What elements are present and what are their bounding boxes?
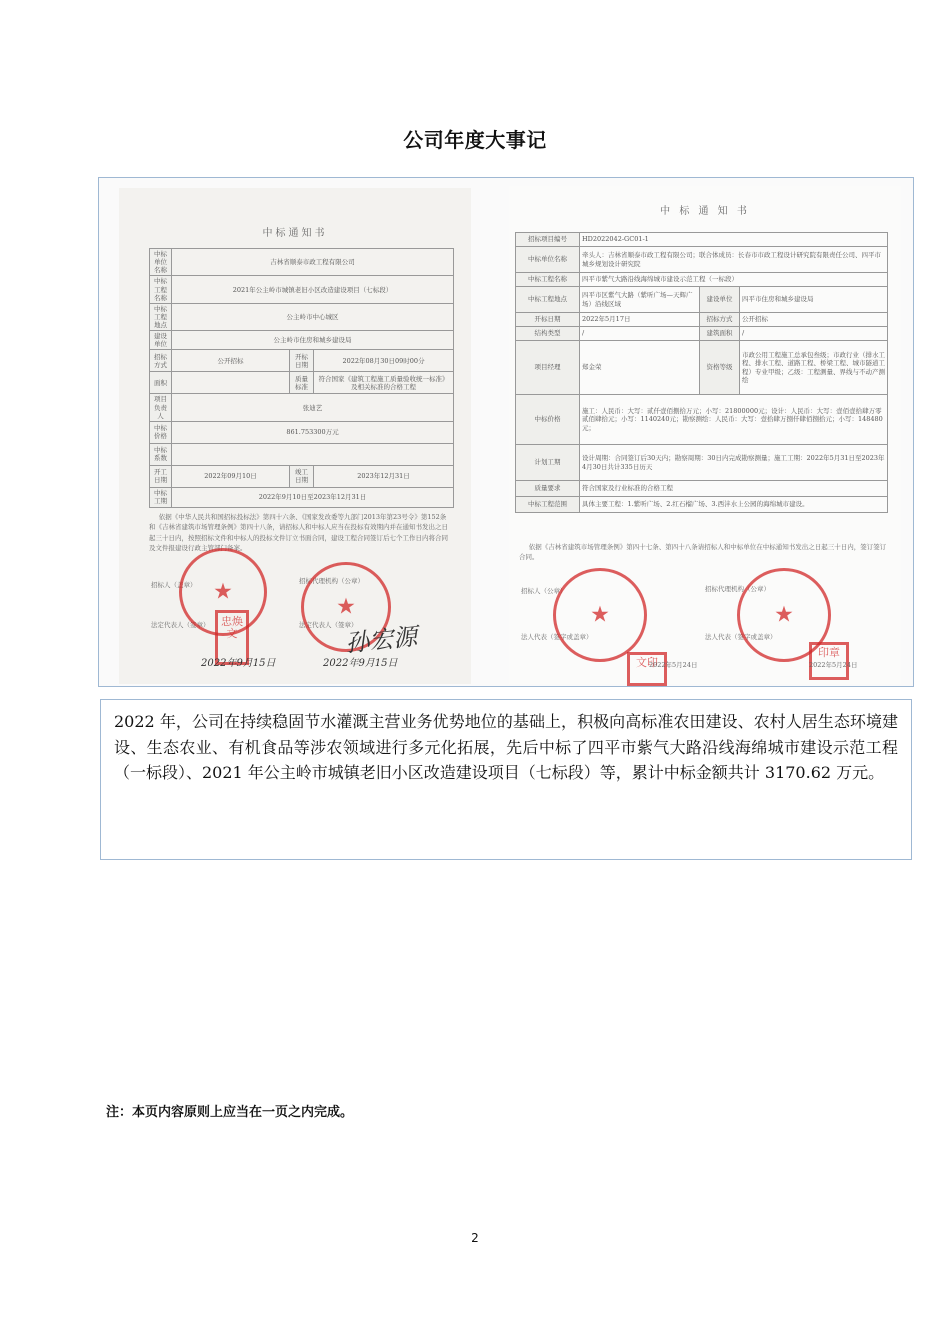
owner-value: 四平市住房和城乡建设局	[740, 287, 888, 313]
period-label: 计划工期	[516, 445, 580, 481]
start-value: 2022年09月10日	[172, 465, 290, 487]
agent-sign: 招标代理机构（公章）	[299, 577, 364, 585]
quality-value: 符合国家及行业标准的合格工程	[580, 481, 888, 497]
structure-label: 结构类型	[516, 327, 580, 341]
seal-star-icon: ★	[336, 594, 356, 620]
notice-paragraph: 依据《吉林省建筑市场管理条例》第四十七条、第四十八条请招标人和中标单位在中标通知书发出之日起三十日内，签订签订合同。	[519, 543, 887, 562]
method-label: 招标方式	[150, 350, 172, 372]
winner-label: 中标单位名称	[516, 247, 580, 273]
hand-date: 2022年9月15日	[201, 658, 276, 669]
row-value: 吉林省顺泰市政工程有限公司	[172, 249, 454, 276]
method-value: 公开招标	[172, 350, 290, 372]
open-date-label: 开标日期	[290, 350, 314, 372]
row-value: 公主岭市住房和城乡建设局	[172, 331, 454, 350]
description-text: 2022 年，公司在持续稳固节水灌溉主营业务优势地位的基础上，积极向高标准农田建设、农村人居生态环境建设、生态农业、有机食品等涉农领域进行多元化拓展，先后中标了四平市紫气大路沿线海绵城市建设示范工程（一标段）、2021 年公主岭市城镇老旧小区改造建设项目（七标段）等，累计中标金额共计 3170.62 万元。	[114, 712, 898, 782]
row-label: 中标工程名称	[150, 276, 172, 303]
seal-star-icon: ★	[213, 579, 233, 605]
seal-star-icon: ★	[590, 602, 610, 628]
manager-label: 项目经理	[516, 341, 580, 395]
quality-label: 质量要求	[516, 481, 580, 497]
legal-sign: 法人代表（签字或盖章）	[521, 633, 593, 641]
hand-date: 2022年9月15日	[323, 658, 398, 669]
end-label: 竣工日期	[290, 465, 314, 487]
row-value: 公主岭市中心城区	[172, 303, 454, 330]
scope-value: 具体主要工程：1.紫听广场、2.红石榴广场、3.西沣水上公园的海绵城市建设。	[580, 497, 888, 513]
open-value: 2022年5月17日	[580, 313, 700, 327]
price-label: 中标价格	[516, 395, 580, 445]
end-value: 2023年12月31日	[314, 465, 454, 487]
coef-label: 中标系数	[150, 443, 172, 465]
square-seal: 印章	[809, 642, 849, 680]
area-value: /	[740, 327, 888, 341]
notice-date: 2022年5月24日	[649, 661, 698, 669]
owner-label: 建设单位	[700, 287, 740, 313]
notice-date: 2022年5月24日	[809, 661, 858, 669]
start-label: 开工日期	[150, 465, 172, 487]
handwritten-signature: 孙宏源	[343, 622, 419, 658]
award-notice-left	[119, 188, 471, 684]
project-value: 四平市紫气大路沿线海绵城市建设示范工程（一标段）	[580, 273, 888, 287]
period-label: 中标工期	[150, 487, 172, 507]
quality-value: 符合国家《建筑工程施工质量验收统一标准》及相关标准的合格工程	[314, 372, 454, 394]
price-value: 861.753300万元	[172, 421, 454, 443]
area-value	[172, 372, 290, 394]
grade-value: 市政公用工程施工总承包叁级；市政行业（排水工程、排水工程、道路工程、桥梁工程、城市隧道工程）专业甲级；乙级：工程测量、界线与不动产测绘	[740, 341, 888, 395]
open-label: 开标日期	[516, 313, 580, 327]
notice-title: 中 标 通 知 书	[660, 206, 750, 217]
notice-table	[149, 248, 454, 508]
area-label: 面积	[150, 372, 172, 394]
tenderer-sign: 招标人（盖章）	[151, 581, 197, 589]
row-value: 2021年公主岭市城镇老旧小区改造建设项目（七标段）	[172, 276, 454, 303]
method-label: 招标方式	[700, 313, 740, 327]
period-value: 2022年9月10日至2023年12月31日	[172, 487, 454, 507]
price-label: 中标价格	[150, 421, 172, 443]
red-seal	[553, 568, 647, 662]
square-seal: 文印	[627, 652, 667, 686]
period-value: 设计周期：合同签订后30天内；勘察周期：30日内完成勘察测量；施工工期：2022年5月31日至2023年4月30日共计335日历天	[580, 445, 888, 481]
description-box	[100, 699, 912, 860]
price-value: 施工：人民币：大写：贰仟壹佰捌拾万元；小写：21800000元；设计：人民币：大写：壹佰壹拾肆万零贰佰肆拾元；小写：1140240元；勘察测绘：人民币：大写：壹拾肆万捌仟肆佰捌拾元；小写：148480元；	[580, 395, 888, 445]
award-notice-right	[509, 186, 901, 684]
project-no-label: 招标项目编号	[516, 233, 580, 247]
open-date-value: 2022年08月30日09时00分	[314, 350, 454, 372]
row-label: 建设单位	[150, 331, 172, 350]
area-label: 建筑面积	[700, 327, 740, 341]
quality-label: 质量标准	[290, 372, 314, 394]
row-label: 中标单位名称	[150, 249, 172, 276]
method-value: 公开招标	[740, 313, 888, 327]
legal-sign-2: 法定代表人（签章）	[299, 621, 358, 629]
seal-star-icon: ★	[774, 602, 794, 628]
scope-label: 中标工程范围	[516, 497, 580, 513]
manager-label: 项目负责人	[150, 394, 172, 421]
structure-value: /	[580, 327, 700, 341]
footnote: 注：本页内容原则上应当在一页之内完成。	[106, 1105, 354, 1120]
legal-sign: 法定代表人（签章）	[151, 621, 210, 629]
manager-value: 郑金荣	[580, 341, 700, 395]
grade-label: 资格等级	[700, 341, 740, 395]
page-number: 2	[471, 1231, 479, 1245]
award-notices-photo	[98, 177, 914, 687]
winner-value: 牵头人：吉林省顺泰市政工程有限公司；联合体成员：长春市市政工程设计研究院有限责任公司、四平市城乡规划设计研究院	[580, 247, 888, 273]
manager-value: 张迪艺	[172, 394, 454, 421]
tenderer-sign: 招标人（公章）	[521, 587, 567, 595]
location-label: 中标工程地点	[516, 287, 580, 313]
project-label: 中标工程名称	[516, 273, 580, 287]
square-seal: 忠焕 文	[215, 610, 249, 665]
notice-title: 中标通知书	[262, 228, 328, 239]
page-title: 公司年度大事记	[403, 128, 547, 152]
notice-paragraph: 依据《中华人民共和国招标投标法》第四十六条、《国家发改委等九部门2013年第23号令》第152条和《吉林省建筑市场管理条例》第四十八条，请招标人和中标人应当在投标有效期内并在通知书发出之日起三十日内，按照招标文件和中标人的投标文件订立书面合同，建设工程合同签订后七个工作日内将合同及文件报建设行政主管部门备案。	[149, 513, 448, 553]
row-label: 中标工程地点	[150, 303, 172, 330]
project-no-value: HD2022042-GC01-1	[580, 233, 888, 247]
location-value: 四平市区紫气大路（紫听广场—天辉广场）沿线区域	[580, 287, 700, 313]
coef-value	[172, 443, 454, 465]
agent-sign: 招标代理机构（公章）	[705, 585, 770, 593]
legal-sign-2: 法人代表（签字或盖章）	[705, 633, 777, 641]
notice-table	[515, 232, 888, 513]
